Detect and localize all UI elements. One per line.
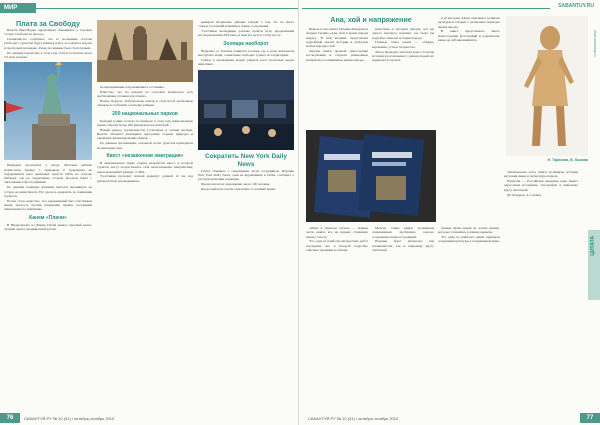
paragraph: Недалеко от Таллина появился зоопарк, где в роли экспонатов выступают люди, а животные свободно гуляют по территории. xyxy=(198,48,294,58)
paragraph: По данным полиции, мужчина пытался проникнуть на остров, не имея билета. Его удалось задержать до появления туристов. xyxy=(4,185,92,198)
paragraph: Инцидент произошёл у входа. Местные жители разместили баннер с призывом к гражданам не поддерживать ввоз денежных средств США на острове Либерти, где на территорию острова бросили пакет с листовками и фотографиями. xyxy=(4,163,92,185)
monuments-photo xyxy=(97,20,193,82)
paragraph: Представители газеты отказались от комментариев. xyxy=(201,186,276,191)
right-footer xyxy=(300,412,600,425)
right-column-2 xyxy=(372,27,434,127)
right-page xyxy=(300,0,600,425)
paragraph: Власти Нью-Йорка предложили обменивать у горожан статую Свободы на проезд... xyxy=(4,28,92,37)
paragraph: В книге представлено много иллюстраций, фотографий и документов, ранее не публиковавшихся. xyxy=(438,29,500,43)
header-label: SABANTUY.RU xyxy=(558,3,594,9)
page-number: 77 xyxy=(580,413,600,423)
quote-side-tab xyxy=(588,230,600,300)
paragraph: В Нидерландах на Ферма Плачи вышел пресный канал, лучшие черты традиционной кухни. xyxy=(4,222,92,232)
footer-info: САБАНТУЙ.РУ № 10 (31) / октябрь–ноябрь 2010 xyxy=(308,416,399,421)
headline-ny-daily-news: Сократить New York Daily News xyxy=(204,152,288,168)
quote-tab-label: ЦИТАТА xyxy=(590,236,596,256)
paragraph: Участники экспедиции должны пройти путь, проделанный исследователями XIX века, и описать путь к этому месту. xyxy=(198,29,294,38)
right-column-1 xyxy=(306,27,368,127)
newspaper-office-photo xyxy=(198,70,294,150)
right-column-4 xyxy=(504,170,578,406)
left-column-3 xyxy=(198,20,294,400)
right-column-1-lower xyxy=(306,226,368,406)
subhead-kanem: Канем «Плачи» xyxy=(29,214,67,221)
paragraph: Это один из наиболее ярких примеров сохранения культуры в современном мире. xyxy=(438,235,500,244)
paragraph: известные в истории авторы; нет ни одного научного издания, где была бы подробно описана история народа. xyxy=(372,27,434,40)
paragraph: (Н. Кондров, А. Сычёв) xyxy=(507,192,541,197)
paragraph: Известно, что на каждом из островов архипелага есть необходимые условия для отдыха. xyxy=(97,89,193,99)
right-column-3 xyxy=(438,16,500,226)
paragraph: Каждый в мире тоскует по природе: в этом году национальные парки собрали более 200 миллионов посетителей. xyxy=(97,118,193,127)
paragraph: и её история. Автор описывает развитие культуры и говорит о различных периодах жизни народа. xyxy=(438,16,500,29)
vertical-url: www.sabantuy.ru xyxy=(593,30,597,57)
subhead-national-parks: 200 национальных парков xyxy=(112,110,178,117)
paragraph: Автор проводит читателя через столетия истории и рассказывает о жизни людей, их надеждах и страхах. xyxy=(372,49,434,63)
paragraph: Сейчас в заповеднике можно увидеть всего несколько видов животных. xyxy=(198,57,294,67)
page-number: 76 xyxy=(0,413,20,423)
paragraph: В мексиканском парке отдыха разработан квест, в котором туристы могут почувствовать себя нелегальными эмигрантами, пересекающими границу с США. xyxy=(97,160,193,174)
section-tab: МИР xyxy=(0,3,36,13)
paragraph: Это одна из наиболее интересных работ последних лет, в которой подробно описаны традиции и обычаи. xyxy=(306,239,368,253)
paragraph: Вышла в свет книга Татьяны Кондрова и Андрея Сычёва «Ана, Хой и драма народа шарег». В ней впервые представлен подробный анализ истории и культуры малых народностей. xyxy=(306,27,368,49)
statue-of-liberty-photo xyxy=(4,62,92,160)
paragraph: вымерли аборигены. Данные говорят о том, что на месте старых поселений появились новые сооружения. xyxy=(198,20,294,29)
subhead-zoo: Зоопарк наоборот xyxy=(223,40,269,47)
paragraph: на передвижение и проживание в гостинице. xyxy=(100,85,165,89)
paragraph: Новый рекорд посещаемости установлен в летние месяцы. Власти обещают расширить программу охраны природы и увеличить финансирование парков. xyxy=(97,127,193,141)
footer-info: САБАНТУЙ.РУ № 10 (31) / октябрь–ноябрь 2010 xyxy=(24,416,115,421)
paragraph: Специалисты сообщают, что за посещение острова Свободы с туристов будут взимать плату за подъём к короне и смотровой площадке. Ранее посещение было бесплатным. xyxy=(4,37,92,50)
paragraph: равные права людей на основе правил, которые сложились в давние времена. xyxy=(438,226,500,235)
photo-caption: Н. Тарасова, В. Лыкова xyxy=(547,158,588,162)
left-column-2 xyxy=(97,20,193,400)
left-page xyxy=(0,0,299,425)
paragraph: Участники проходят ночной маршрут длиной 12 км под руководством «проводников». xyxy=(97,174,193,183)
paragraph: Многие главы книги посвящены современным проблемам народа, сохранению языка и традиций. xyxy=(372,226,434,239)
book-cover-photo xyxy=(306,130,436,222)
paragraph: Предполагается сокращение около 100 человек. xyxy=(201,182,271,187)
header-rule xyxy=(36,8,298,9)
paragraph: Газета объявила о сокращении части сотрудников. Издание New York Daily News, одна из крупнейших в США, сообщает о реструктуризации редакции. xyxy=(198,168,294,182)
paragraph: По данным ведомства, в этом году статую посетили около 3,5 млн человек. xyxy=(4,50,92,59)
paragraph: Главные темы книги — обряды, верования, устное творчество. xyxy=(372,40,434,49)
header-rule xyxy=(302,8,550,9)
right-column-2-lower xyxy=(372,226,434,406)
left-header xyxy=(0,0,299,14)
figurine-photo xyxy=(506,16,588,156)
subhead-quest: Квест «незаконная эмиграция» xyxy=(106,152,184,159)
paragraph: Позже стало известно, что задержанный был участником акции протеста против изменения правил посещения национального памятника. xyxy=(4,198,92,212)
paragraph: Значительная часть книги посвящена истории изучения языка и литературы народа. xyxy=(504,170,578,179)
paragraph: Издатели — Российская академия наук. Книга адресована историкам, этнографам и широкому кругу читателей. xyxy=(504,179,578,192)
paragraph: «Опыт в тяжёлом случае» — первые части книги, все на первых страницах нашего текста. xyxy=(306,226,368,239)
headline-ana-hoy: Ана, хой и напряжение xyxy=(330,15,412,24)
paragraph: Авторы книги провели многолетние исследования и собрали уникальные материалы, посвящённые жизни народа. xyxy=(306,49,368,62)
paragraph: Новые Хорусы: Добровольцы нашли в этом месте необычные объекты и сообщили о находке учёным. xyxy=(97,99,193,108)
headline-plata: Плата за Свободу xyxy=(15,20,80,28)
paragraph: Издание будет интересно как специалистам, так и широкому кругу читателей. xyxy=(372,239,434,253)
left-footer xyxy=(0,412,299,425)
left-column-1 xyxy=(4,20,92,400)
right-column-3-lower xyxy=(438,226,500,406)
paragraph: По данным организации, основной поток туристов приходится на выходные дни. xyxy=(97,141,193,150)
